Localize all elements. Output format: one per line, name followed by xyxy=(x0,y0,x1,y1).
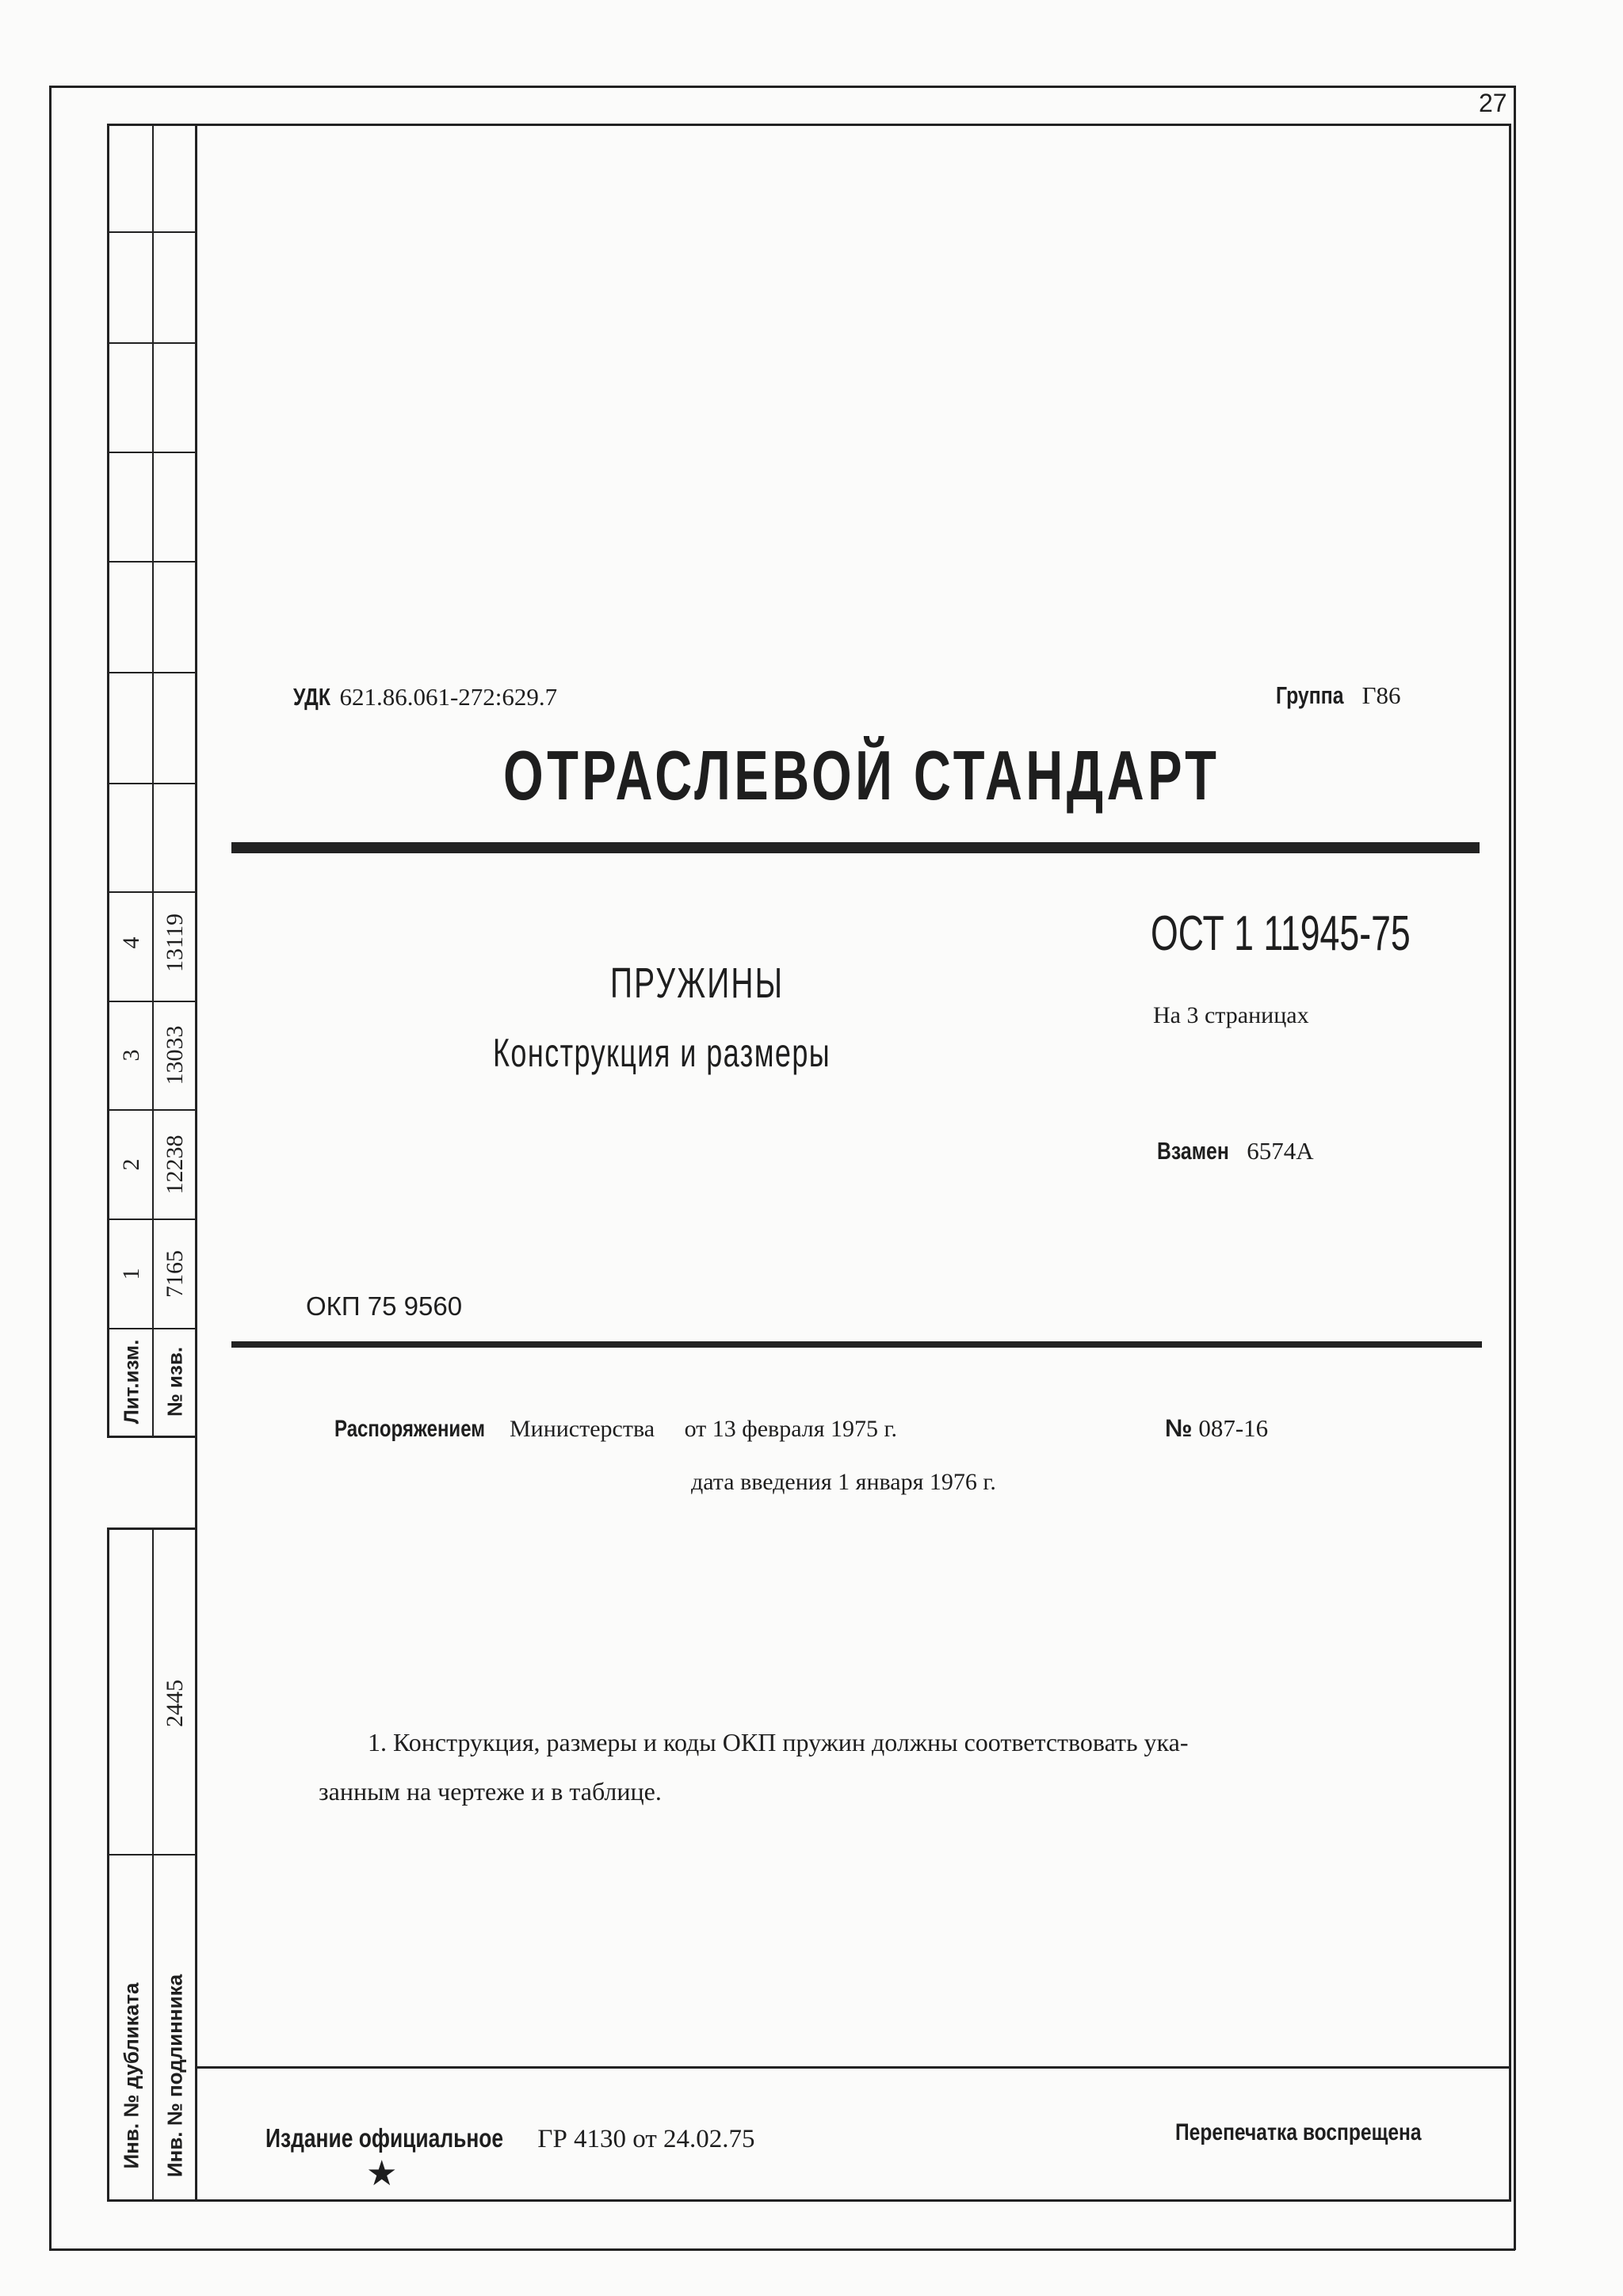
revision-num-2: 12238 xyxy=(162,1135,188,1195)
group-label: Группа xyxy=(1276,681,1344,709)
strip-row-line xyxy=(107,452,197,453)
inner-frame-top xyxy=(107,124,1511,126)
strip-row-line xyxy=(107,672,197,673)
strip-row-line xyxy=(107,1001,197,1002)
replaces-value: 6574А xyxy=(1247,1137,1314,1165)
inventory-original-label: Инв. № подлинника xyxy=(162,1974,187,2178)
document-title: ПРУЖИНЫ xyxy=(610,959,785,1007)
strip-row-line xyxy=(107,1219,197,1220)
inventory-duplicate-label: Инв. № дубликата xyxy=(119,1982,143,2169)
order-line xyxy=(334,1416,897,1443)
edition-value: ГР 4130 от 24.02.75 xyxy=(537,2125,755,2153)
inner-frame-left xyxy=(195,124,197,2202)
paragraph-1-line-2: занным на чертеже и в таблице. xyxy=(319,1777,662,1806)
revision-lit-4: 4 xyxy=(118,936,144,949)
inner-frame-bottom xyxy=(107,2199,1511,2202)
footer-rule xyxy=(197,2066,1510,2069)
page-number: 27 xyxy=(1479,89,1507,117)
strip-row-line xyxy=(107,1109,197,1111)
udk-label: УДК xyxy=(293,683,330,711)
revision-num-1: 7165 xyxy=(162,1250,188,1298)
document-subtitle: Конструкция и размеры xyxy=(493,1031,831,1075)
replaces-label: Взамен xyxy=(1157,1137,1229,1165)
inventory-strip-left xyxy=(107,1527,109,2201)
paragraph-1 xyxy=(319,1718,1396,1816)
order-number xyxy=(1165,1414,1268,1443)
frame-top xyxy=(49,86,1515,88)
group-line xyxy=(1276,681,1401,710)
pages-note: На 3 страницах xyxy=(1153,1002,1309,1028)
frame-bottom xyxy=(49,2248,1515,2251)
revision-num-label: № изв. xyxy=(162,1346,187,1417)
okp-code: ОКП 75 9560 xyxy=(306,1291,463,1321)
udk-value: 621.86.061-272:629.7 xyxy=(339,683,558,711)
revision-lit-label: Лит.изм. xyxy=(119,1339,143,1425)
order-number-label: № xyxy=(1165,1414,1193,1442)
revision-num-3: 13033 xyxy=(162,1025,188,1085)
frame-right xyxy=(1514,86,1516,2250)
udk-line xyxy=(293,683,557,711)
introduction-date: дата введения 1 января 1976 г. xyxy=(691,1469,996,1495)
strip-row-line xyxy=(107,1328,197,1329)
paragraph-1-line-1: 1. Конструкция, размеры и коды ОКП пружин должны соответствовать ука- xyxy=(368,1728,1189,1756)
strip-row-line xyxy=(107,891,197,893)
order-label: Распоряжением xyxy=(334,1416,485,1442)
frame-left xyxy=(49,86,52,2250)
order-text: Министерства xyxy=(509,1416,655,1442)
replaces-line xyxy=(1157,1137,1314,1165)
order-date: от 13 февраля 1975 г. xyxy=(684,1416,897,1442)
ost-code: ОСТ 1 11945-75 xyxy=(1151,906,1411,961)
strip-row-line xyxy=(107,231,197,233)
star-icon: ★ xyxy=(366,2153,398,2194)
margin-strip-middle xyxy=(152,124,154,1437)
revision-lit-2: 2 xyxy=(118,1158,144,1171)
revision-num-4: 13119 xyxy=(162,913,188,972)
revision-lit-3: 3 xyxy=(118,1049,144,1062)
strip-row-line xyxy=(107,561,197,563)
inventory-strip-row xyxy=(107,1854,197,1855)
reprint-notice: Перепечатка воспрещена xyxy=(1175,2119,1422,2145)
inventory-strip-middle xyxy=(152,1527,154,2201)
revision-lit-1: 1 xyxy=(118,1268,144,1280)
inventory-original-value: 2445 xyxy=(162,1680,188,1727)
edition-label: Издание официальное xyxy=(265,2123,504,2153)
inner-frame-right xyxy=(1509,124,1511,2202)
strip-row-line xyxy=(107,783,197,784)
order-number-value: 087-16 xyxy=(1198,1414,1269,1442)
strip-row-line xyxy=(107,342,197,344)
margin-strip-left xyxy=(107,124,109,1437)
standard-title: ОТРАСЛЕВОЙ СТАНДАРТ xyxy=(503,736,1220,814)
title-rule-thick xyxy=(231,842,1480,853)
edition-line xyxy=(265,2123,755,2154)
header-rule-bottom xyxy=(231,1341,1482,1348)
margin-strip-bottom xyxy=(107,1436,197,1438)
group-value: Г86 xyxy=(1361,681,1401,709)
